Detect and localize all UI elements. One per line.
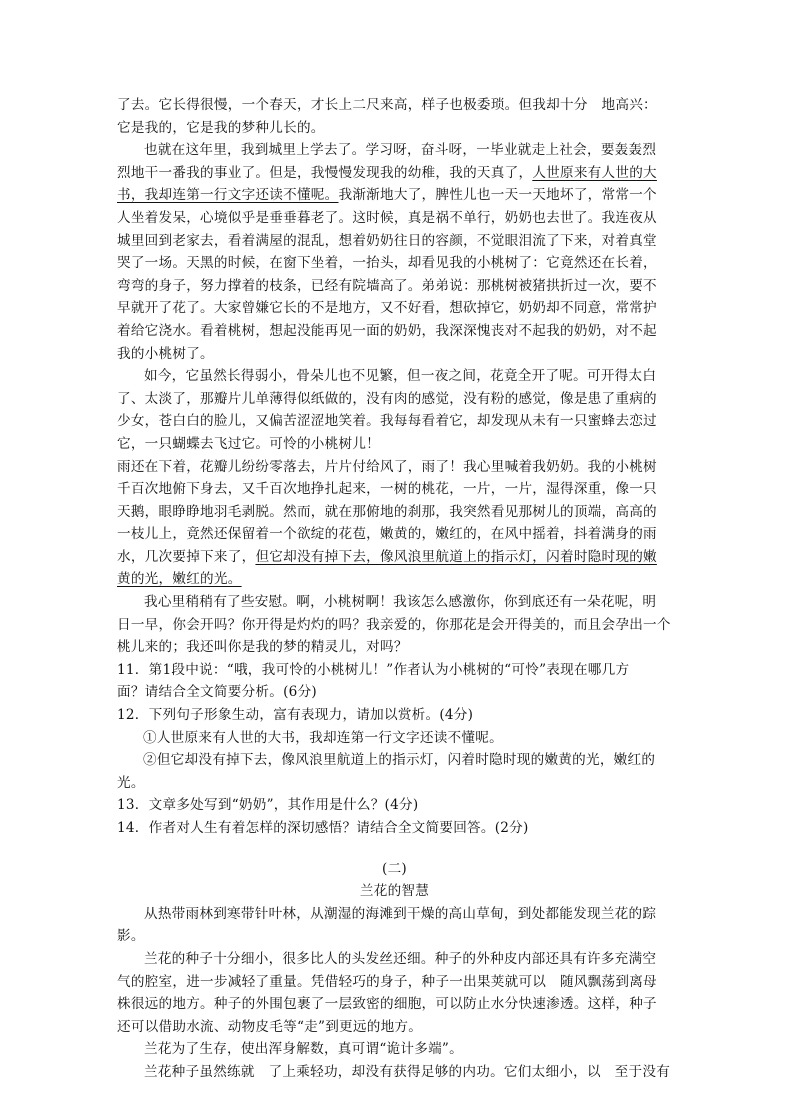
text-line: 桃儿来的；我还叫你是我的梦的精灵儿，对吗？	[117, 639, 408, 656]
text-line: 一枝儿上，竟然还保留着一个欲绽的花苞，嫩黄的，嫩红的，在风中摇着，抖着满身的雨	[117, 526, 657, 543]
text-line: 少女，苍白白的脸儿，又偏苦涩涩地笑着。我每每看着它，却发现从未有一只蜜蜂去恋过	[117, 413, 657, 430]
text-line: 弯弯的身子，努力撑着的枝条，已经有院墙高了。弟弟说：那桃树被猪拱折过一次，要不	[117, 277, 657, 294]
text-line: 着给它浇水。看着桃树，想起没能再见一面的奶奶，我深深愧丧对不起我的奶奶，对不起	[117, 322, 657, 339]
text-line: 我的小桃树了。	[117, 345, 214, 362]
text-line: 日一早，你会开吗？你开得是灼灼的吗？我亲爱的，你那花是会开得美的，而且会孕出一个	[117, 616, 671, 633]
section-title: 兰花的智慧	[359, 883, 430, 900]
underlined-sentence: 黄的光，嫩红的光。	[117, 571, 242, 588]
question-12-item-2: ②但它却没有掉下去，像风浪里航道上的指示灯，闪着时隐时现的嫩黄的光，嫩红的	[143, 752, 656, 769]
paragraph-start: 也就在这年里，我到城里上学去了。学习呀，奋斗呀，一毕业就走上社会，要轰轰烈	[144, 142, 657, 159]
text-line: 光。	[117, 774, 145, 791]
section-gap	[117, 840, 672, 858]
text-line	[117, 568, 672, 591]
text-line: 千百次地俯下身去，又千百次地挣扎起来，一树的桃花，一片，一片，湿得深重，像一只	[117, 481, 657, 498]
text-line: 早就开了花了。大家曾嫌它长的不是地方，又不好看，想砍掉它，奶奶却不同意，常常护	[117, 300, 657, 317]
paragraph-start: 兰花为了生存，使出浑身解数，真可谓“诡计多端”。	[144, 1041, 463, 1058]
text-line: 书，我却连第一行文字还读不懂呢。我渐渐地大了，脾性儿也一天一天地坏了，常常一个	[117, 187, 657, 204]
paragraph-start: 兰花的种子十分细小，很多比人的头发丝还细。种子的外种皮内部还具有许多充满空	[144, 950, 657, 967]
text-line: 人坐着发呆，心境似乎是垂垂暮老了。这时候，真是祸不单行，奶奶也去世了。我连夜从	[117, 209, 657, 226]
text-line: 水，几次要掉下来了，但它却没有掉下去，像风浪里航道上的指示灯，闪着时隐时现的嫩	[117, 548, 657, 565]
text-line: 天鹅，眼睁睁地羽毛剥脱。然而，就在那俯地的刹那，我突然看见那树儿的顶端，高高的	[117, 503, 657, 520]
text-line: 城里回到老家去，看着满屋的混乱，想着奶奶往日的容颜，不觉眼泪流了下来，对着真堂	[117, 232, 657, 249]
text-line: 了、太淡了，那瓣片儿单薄得似纸做的，没有肉的感觉，没有粉的感觉，像是患了重病的	[117, 390, 657, 407]
text-line: 还可以借助水流、动物皮毛等“走”到更远的地方。	[117, 1018, 423, 1035]
text-line: 烈地干一番我的事业了。但是，我慢慢发现我的幼稚，我的天真了，人世原来有人世的大	[117, 164, 657, 181]
underlined-sentence: 但它却没有掉下去，像风浪里航道上的指示灯，闪着时隐时现的嫩	[255, 548, 657, 565]
underlined-sentence: 书，我却连第一行文字还读不懂呢。	[117, 187, 339, 204]
question-13: 13．文章多处写到“奶奶”，其作用是什么？(4分)	[117, 797, 419, 814]
text-line: 株很远的地方。种子的外围包裹了一层致密的细胞，可以防止水分快速渗透。这样，种子	[117, 996, 657, 1013]
text-line: 它，一只蝴蝶去飞过它。可怜的小桃树儿！	[117, 435, 381, 452]
paragraph-start: 兰花种子虽然练就 了上乘轻功，却没有获得足够的内功。它们太细小，以 至于没有	[144, 1063, 671, 1080]
text-line: 气的腔室，进一步减轻了重量。凭借轻巧的身子，种子一出果荚就可以 随风飘荡到离母	[117, 973, 657, 990]
paragraph-start: 从热带雨林到寒带针叶林，从潮湿的海滩到干燥的高山草甸，到处都能发现兰花的踪	[144, 905, 657, 922]
paragraph-start: 雨还在下着，花瓣儿纷纷零落去，片片付给风了，雨了！我心里喊着我奶奶。我的小桃树	[117, 458, 657, 475]
question-11: 11．第1段中说：“哦，我可怜的小桃树儿！”作者认为小桃树的“可怜”表现在哪几方	[117, 661, 630, 678]
paragraph-start: 我心里稍稍有了些安慰。啊，小桃树啊！我该怎么感激你，你到底还有一朵花呢，明	[144, 594, 657, 611]
question-12: 12．下列句子形象生动，富有表现力，请加以赏析。(4分)	[117, 707, 474, 724]
paragraph-start: 如今，它虽然长得弱小，骨朵儿也不见繁，但一夜之间，花竟全开了呢。可开得太白	[144, 368, 657, 385]
question-12-item-1: ①人世原来有人世的大书，我却连第一行文字还读不懂呢。	[143, 729, 503, 746]
question-14: 14．作者对人生有着怎样的深切感悟？请结合全文简要回答。(2分)	[117, 820, 529, 836]
text-line: 它是我的，它是我的梦种儿长的。	[117, 119, 325, 136]
text-line: 哭了一场。天黑的时候，在窗下坐着，一抬头，却看见我的小桃树了：它竟然还在长着，	[117, 255, 657, 272]
document-page	[117, 94, 672, 1084]
underlined-sentence: 人世原来有人世的大	[532, 164, 657, 181]
section-number: (二)	[382, 860, 407, 877]
text-line: 面？请结合全文简要分析。(6分)	[117, 684, 317, 701]
text-line: 了去。它长得很慢，一个春天，才长上二尺来高，样子也极委琐。但我却十分 地高兴：	[117, 97, 657, 113]
text-line: 影。	[117, 928, 145, 945]
